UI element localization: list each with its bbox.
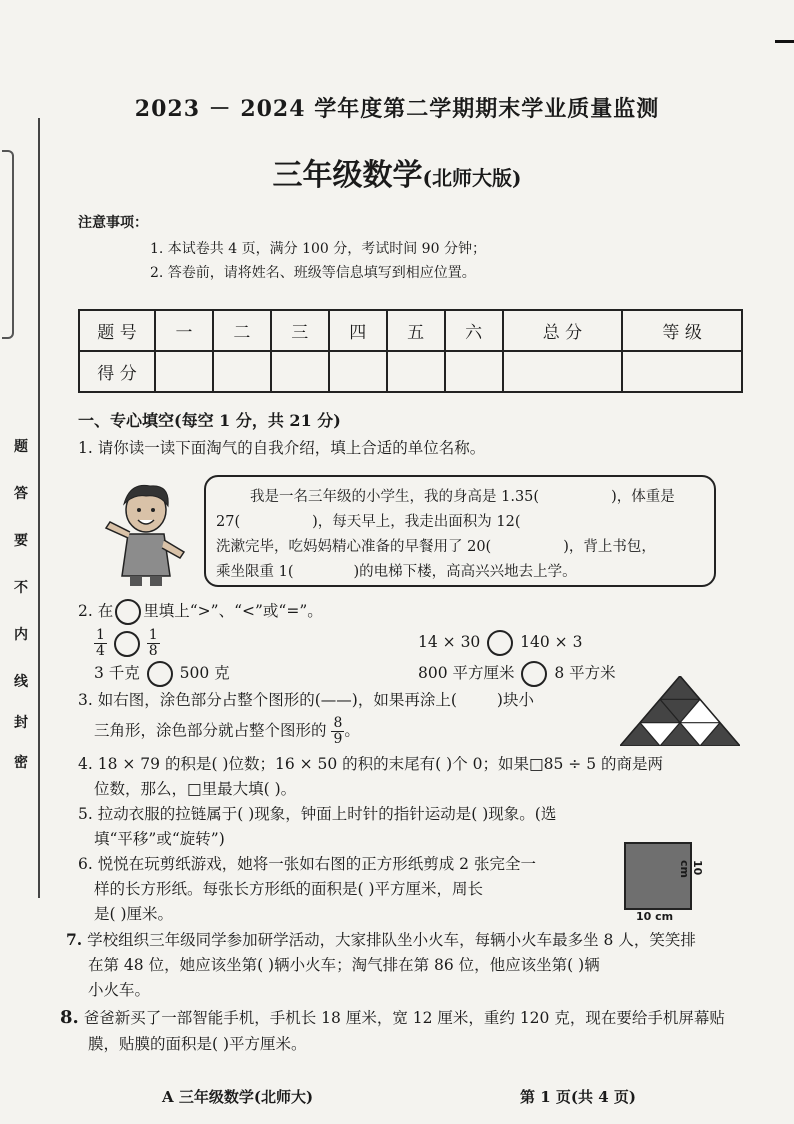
question-3-line2 — [94, 716, 360, 747]
answer-circle[interactable] — [521, 661, 547, 687]
triangle-figure — [620, 676, 740, 746]
question-text: 18 × 79 的积是( )位数；16 × 50 的积的末尾有( )个 0；如果□85 ÷ 5 的商是两 — [97, 755, 663, 773]
answer-circle[interactable] — [487, 630, 513, 656]
score-cell[interactable] — [271, 351, 329, 392]
speech-text: 洗漱完毕，吃妈妈精心准备的早餐用了 20( — [216, 539, 492, 555]
exam-title: 2023 － 2024 学年度第二学期期末学业质量监测 — [134, 96, 660, 122]
side-char: 要 — [14, 533, 28, 549]
header-cell: 总 分 — [503, 310, 623, 351]
speech-text: 我是一名三年级的小学生，我的身高是 1.35( — [250, 489, 540, 505]
question-text: 里填上“>”、“<”或“=”。 — [143, 602, 323, 620]
score-cell[interactable] — [213, 351, 271, 392]
corner-mark — [775, 40, 794, 43]
section-points: (每空 1 分，共 21 分) — [174, 411, 341, 430]
question-text: 爸爸新买了一部智能手机，手机长 18 厘米，宽 12 厘米，重约 120 克，现在要给手机屏幕贴 — [83, 1009, 725, 1027]
speech-text: )，每天早上，我走出面积为 12( — [312, 514, 521, 530]
compare-item-d — [418, 661, 616, 687]
speech-text: 27( — [216, 514, 241, 530]
square-figure — [620, 838, 730, 928]
question-3 — [78, 688, 534, 710]
side-char: 题 — [14, 439, 28, 455]
question-5-line2: 填“平移”或“旋转”) — [94, 830, 225, 848]
score-cell[interactable] — [329, 351, 387, 392]
question-text: )块小 — [496, 691, 534, 709]
score-cell[interactable] — [387, 351, 445, 392]
score-cell[interactable] — [445, 351, 503, 392]
score-table-score-row — [79, 351, 742, 392]
side-char: 线 — [14, 674, 28, 690]
score-table-header-row — [79, 310, 742, 351]
compare-item-a — [94, 628, 160, 659]
expression: 140 × 3 — [520, 633, 583, 651]
answer-circle[interactable] — [114, 631, 140, 657]
question-number: 7. — [66, 930, 83, 949]
compare-circle-icon — [115, 599, 141, 625]
question-text: 拉动衣服的拉链属于( )现象，钟面上时针的指针运动是( )现象。(选 — [97, 805, 557, 823]
question-6-line2: 样的长方形纸。每张长方形纸的面积是( )平方厘米，周长 — [94, 880, 484, 898]
question-8 — [60, 1006, 725, 1028]
speech-text: )的电梯下楼，高高兴兴地去上学。 — [353, 564, 577, 580]
compare-item-b — [418, 630, 582, 656]
question-4 — [78, 752, 663, 774]
speech-line — [216, 560, 577, 581]
compare-item-c — [94, 661, 230, 687]
row-label: 得 分 — [79, 351, 155, 392]
boy-illustration — [100, 480, 192, 588]
question-text: 请你读一读下面淘气的自我介绍，填上合适的单位名称。 — [97, 439, 486, 457]
question-5 — [78, 802, 556, 824]
side-char: 封 — [14, 715, 28, 731]
question-number: 1. — [78, 439, 93, 457]
header-cell: 六 — [445, 310, 503, 351]
speech-line — [216, 510, 592, 531]
question-number: 3. — [78, 691, 93, 709]
score-cell[interactable] — [503, 351, 623, 392]
question-text: 如右图，涂色部分占整个图形的(——)，如果再涂上( — [97, 691, 457, 709]
side-char: 内 — [14, 627, 28, 643]
expression: 8 平方米 — [554, 664, 616, 682]
bottom-length-label: 10 cm — [636, 910, 674, 923]
question-2 — [78, 599, 323, 625]
question-7-line2: 在第 48 位，她应该坐第( )辆小火车；淘气排在第 86 位，他应该坐第( )辆 — [88, 956, 600, 974]
note-item: 1. 本试卷共 4 页，满分 100 分，考试时间 90 分钟； — [150, 241, 486, 257]
question-8-line2: 膜，贴膜的面积是( )平方厘米。 — [88, 1035, 307, 1053]
expression: 14 × 30 — [418, 633, 481, 651]
side-char: 不 — [14, 580, 28, 596]
header-cell: 题 号 — [79, 310, 155, 351]
score-table — [78, 309, 743, 393]
speech-bubble — [204, 475, 716, 587]
binding-line — [38, 118, 40, 898]
score-cell[interactable] — [155, 351, 213, 392]
question-number: 2. — [78, 602, 93, 620]
question-6 — [78, 852, 536, 874]
header-cell: 一 — [155, 310, 213, 351]
speech-text: )，体重是 — [611, 489, 675, 505]
speech-line — [250, 485, 675, 506]
page-number: 第 1 页(共 4 页) — [520, 1088, 636, 1106]
question-number: 5. — [78, 805, 93, 823]
question-4-line2: 位数，那么，□里最大填( )。 — [94, 780, 297, 798]
header-cell: 五 — [387, 310, 445, 351]
question-text: 三角形，涂色部分就占整个图形的 — [94, 721, 327, 740]
question-7-line3: 小火车。 — [88, 981, 151, 999]
question-text: 。 — [344, 721, 360, 740]
fraction: $\frac{1}{4}$ — [96, 627, 105, 659]
subject-name: 三年级数学 — [272, 158, 423, 193]
header-cell: 四 — [329, 310, 387, 351]
question-number: 4. — [78, 755, 93, 773]
header-cell: 三 — [271, 310, 329, 351]
expression: 500 克 — [179, 664, 230, 682]
side-length-label: 10 cm — [678, 860, 704, 878]
question-6-line3: 是( )厘米。 — [94, 905, 174, 923]
side-char: 答 — [14, 486, 28, 502]
header-cell: 二 — [213, 310, 271, 351]
fraction: $\frac{8}{9}$ — [333, 715, 343, 747]
speech-text: )，背上书包， — [563, 539, 656, 555]
question-text: 悦悦在玩剪纸游戏，她将一张如右图的正方形纸剪成 2 张完全一 — [97, 855, 536, 873]
speech-text: 乘坐限重 1( — [216, 564, 294, 580]
subject-title — [0, 150, 794, 194]
notes-heading: 注意事项： — [78, 215, 148, 231]
question-text: 学校组织三年级同学参加研学活动，大家排队坐小火车，每辆小火车最多坐 8 人，笑笑排 — [87, 931, 696, 949]
answer-circle[interactable] — [147, 661, 173, 687]
score-cell[interactable] — [622, 351, 742, 392]
expression: 3 千克 — [94, 664, 140, 682]
side-char: 密 — [14, 755, 28, 771]
note-item: 2. 答卷前，请将姓名、班级等信息填写到相应位置。 — [150, 265, 476, 281]
expression: 800 平方厘米 — [418, 664, 515, 682]
footer-subject: A 三年级数学(北师大) — [162, 1088, 314, 1106]
question-7 — [66, 928, 696, 950]
header-cell: 等 级 — [622, 310, 742, 351]
question-number: 8. — [60, 1007, 79, 1028]
question-number: 6. — [78, 855, 93, 873]
section-title — [78, 408, 341, 431]
speech-line — [216, 535, 656, 556]
question-text: 在 — [97, 602, 114, 620]
section-name: 一、专心填空 — [78, 411, 175, 430]
question-1 — [78, 436, 485, 458]
fraction: $\frac{1}{8}$ — [148, 627, 158, 659]
edition-label: (北师大版) — [422, 166, 522, 190]
